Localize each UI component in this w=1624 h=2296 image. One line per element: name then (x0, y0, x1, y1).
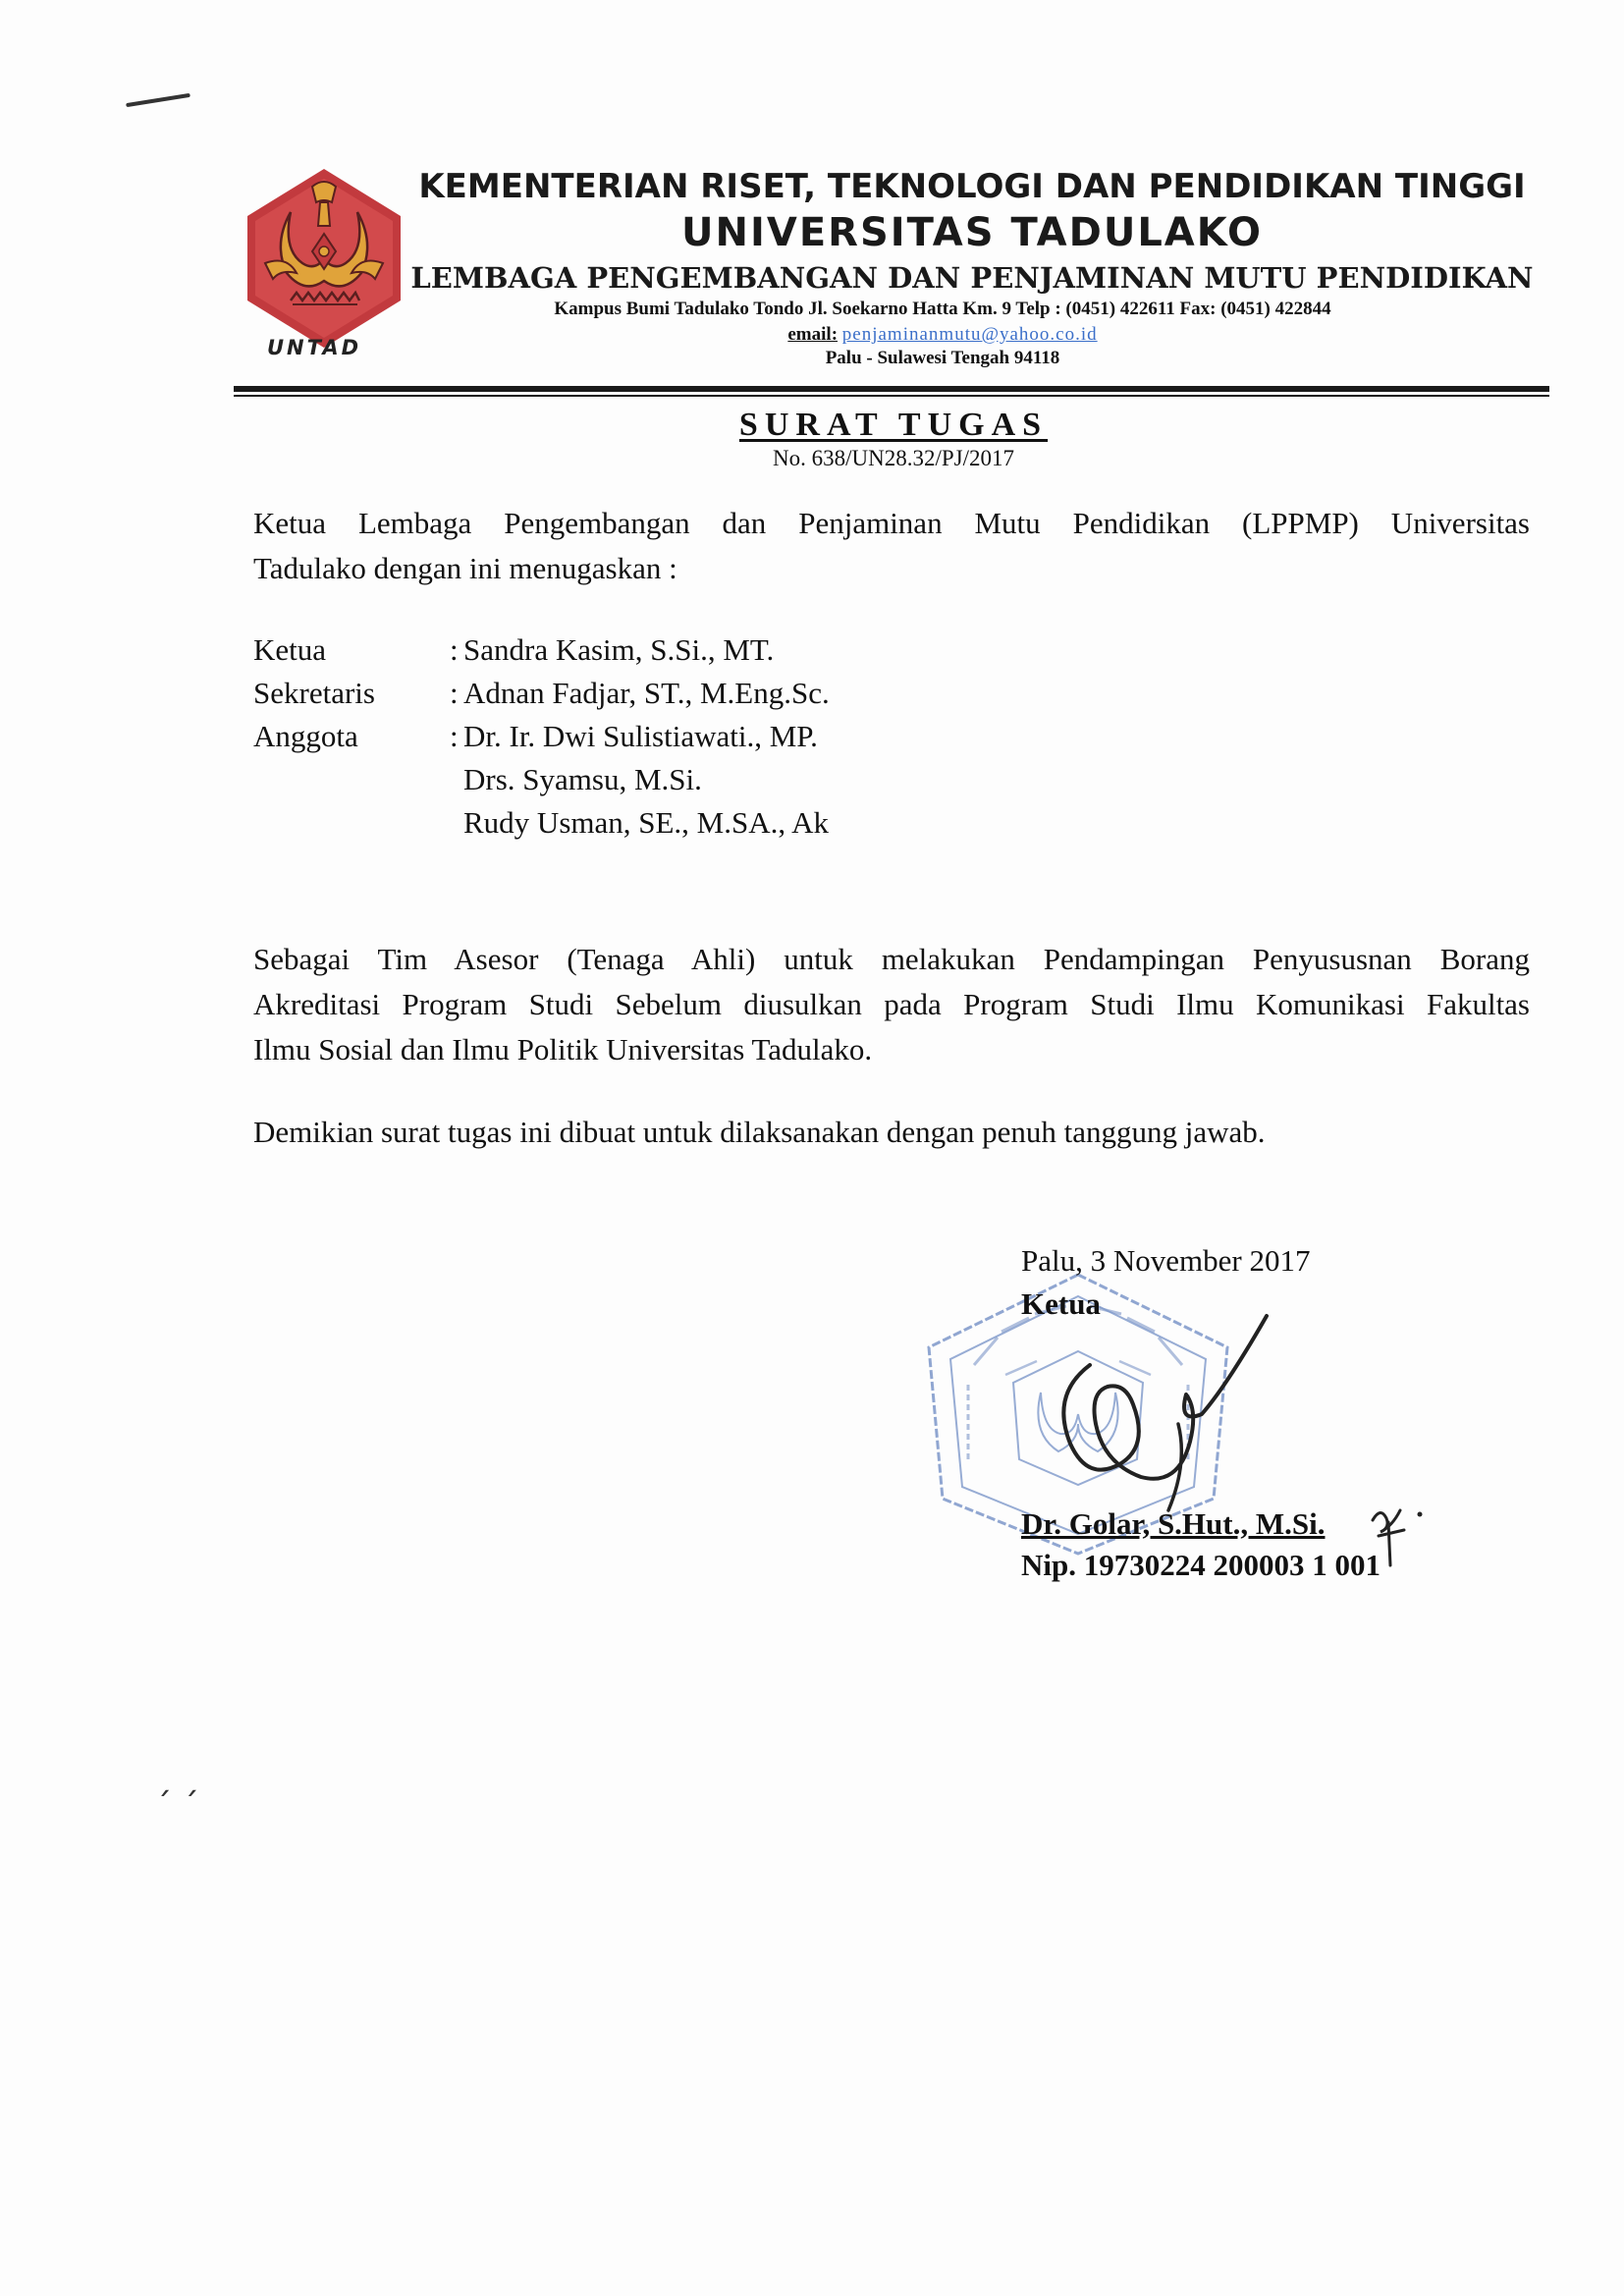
purpose-line: Sebagai Tim Asesor (Tenaga Ahli) untuk melakukan Pendampingan Penyususnan Borang (253, 942, 1530, 976)
purpose-line: Akreditasi Program Studi Sebelum diusulkan pada Program Studi Ilmu Komunikasi Fakultas (253, 987, 1530, 1021)
member-colon: : (450, 719, 459, 753)
institution-email (412, 324, 1473, 346)
intro-line: Tadulako dengan ini menugaskan : (253, 551, 677, 585)
member-name: Dr. Ir. Dwi Sulistiawati., MP. (463, 719, 818, 753)
document-title-text: SURAT TUGAS (738, 407, 1049, 443)
email-link[interactable]: penjaminanmutu@yahoo.co.id (841, 324, 1098, 345)
intro-line: Ketua Lembaga Pengembangan dan Penjaminan Mutu Pendidikan (LPPMP) Universitas (253, 506, 1530, 540)
signature-place-date: Palu, 3 November 2017 (1021, 1243, 1311, 1278)
member-role: Ketua (253, 632, 327, 667)
letterhead-divider-thin (234, 395, 1549, 397)
initial-mark-icon (1367, 1501, 1426, 1569)
institution-name: LEMBAGA PENGEMBANGAN DAN PENJAMINAN MUTU PENDIDIKAN (410, 261, 1534, 295)
member-row (253, 715, 818, 758)
ministry-name: KEMENTERIAN RISET, TEKNOLOGI DAN PENDIDIKAN TINGGI (418, 167, 1526, 206)
member-role: Anggota (253, 719, 358, 753)
purpose-paragraph (253, 937, 1530, 1072)
scan-mark (126, 93, 190, 107)
member-name: Sandra Kasim, S.Si., MT. (463, 632, 775, 667)
university-name: UNIVERSITAS TADULAKO (681, 210, 1263, 255)
closing-paragraph: Demikian surat tugas ini dibuat untuk dilaksanakan dengan penuh tanggung jawab. (253, 1115, 1266, 1149)
member-name: Drs. Syamsu, M.Si. (463, 762, 702, 796)
member-row (253, 758, 702, 801)
document-title (393, 407, 1394, 444)
member-name: Rudy Usman, SE., M.SA., Ak (463, 805, 830, 840)
signatory-position: Ketua (1021, 1286, 1101, 1321)
document-number: No. 638/UN28.32/PJ/2017 (773, 446, 1014, 470)
handwritten-signature-icon (1031, 1277, 1286, 1532)
logo-caption: UNTAD (267, 336, 362, 359)
intro-paragraph (253, 501, 1530, 591)
signatory-nip: Nip. 19730224 200003 1 001 (1021, 1548, 1380, 1582)
email-label: email: (787, 324, 839, 345)
letterhead-divider (234, 386, 1549, 392)
institution-city: Palu - Sulawesi Tengah 94118 (825, 348, 1060, 368)
member-row (253, 672, 830, 715)
member-row (253, 801, 829, 845)
member-role: Sekretaris (253, 676, 375, 710)
institution-address: Kampus Bumi Tadulako Tondo Jl. Soekarno Hatta Km. 9 Telp : (0451) 422611 Fax: (0451) 422844 (554, 299, 1331, 319)
member-row (253, 629, 774, 672)
signatory-name: Dr. Golar, S.Hut., M.Si. (1021, 1506, 1326, 1541)
member-colon: : (450, 676, 459, 710)
member-name: Adnan Fadjar, ST., M.Eng.Sc. (463, 676, 830, 710)
untad-logo-icon (236, 165, 412, 352)
member-colon: : (450, 632, 459, 667)
purpose-line: Ilmu Sosial dan Ilmu Politik Universitas Tadulako. (253, 1032, 873, 1066)
scan-specks: ˏ ˏ (155, 1758, 199, 1797)
